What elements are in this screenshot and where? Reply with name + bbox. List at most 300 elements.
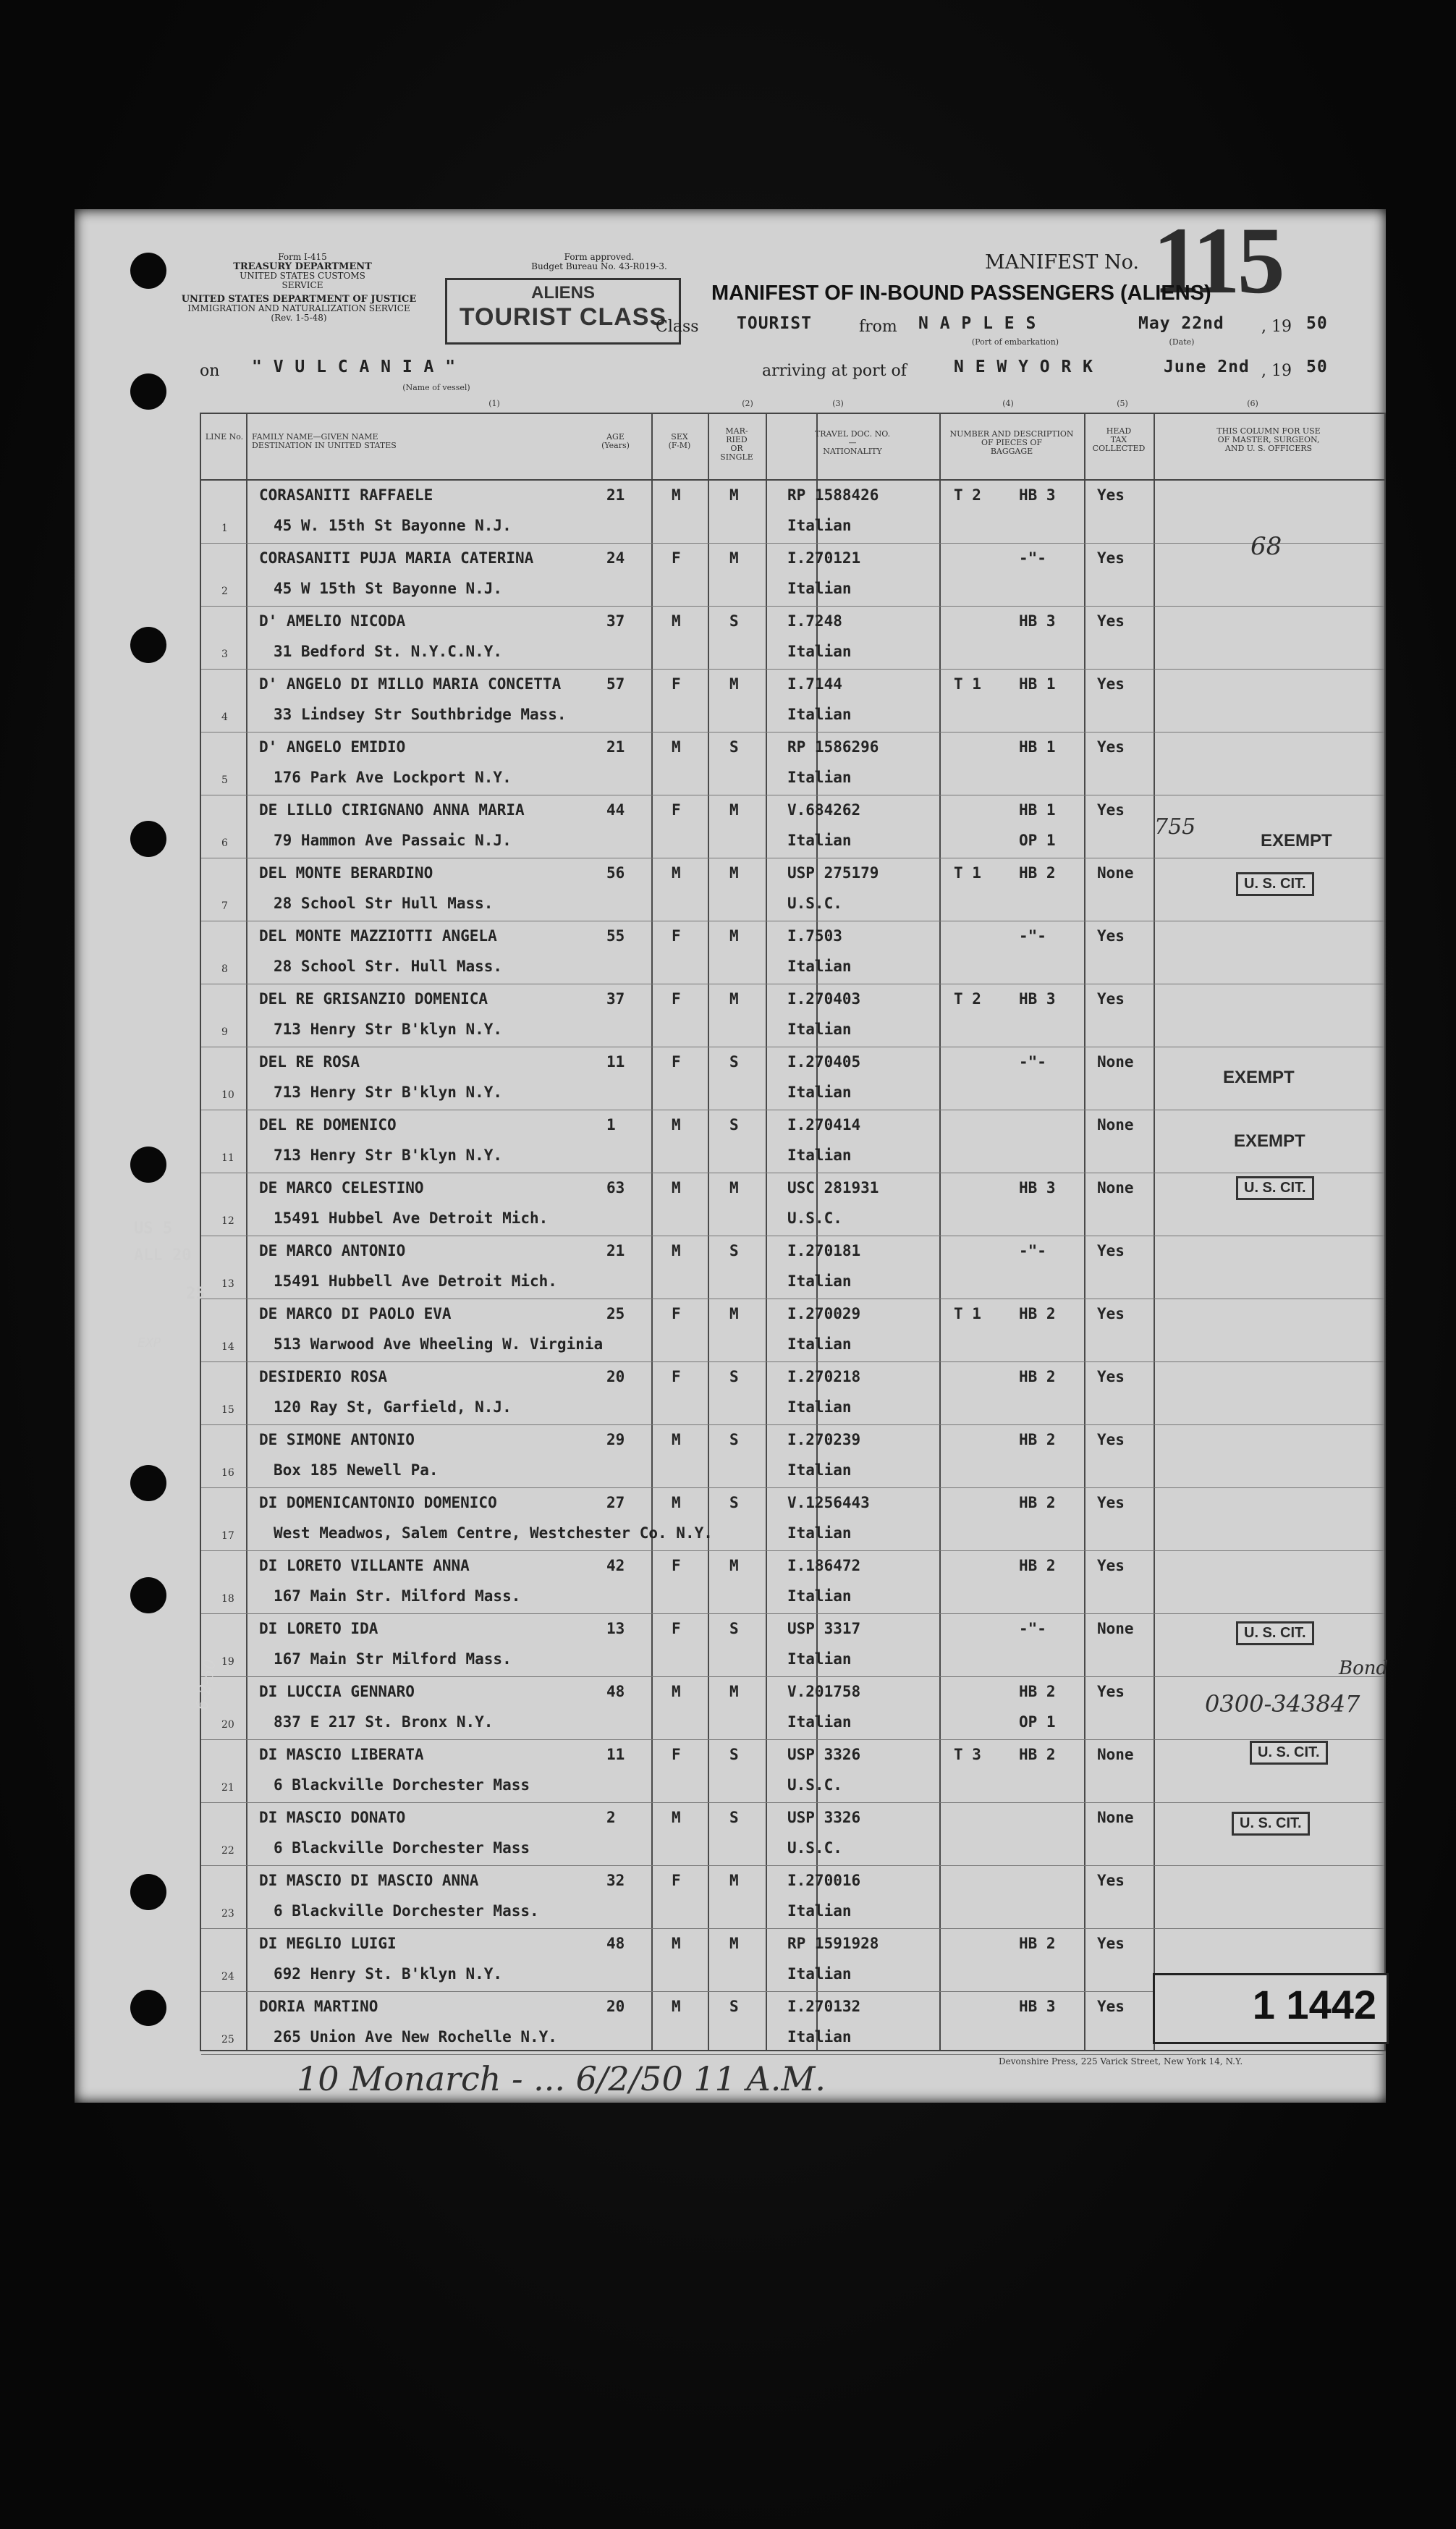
- row-name: DEL RE DOMENICO: [259, 1116, 397, 1133]
- row-line-number: 21: [221, 1782, 234, 1794]
- row-travel-doc: USP 275179: [787, 864, 879, 882]
- row-age: 37: [606, 612, 625, 630]
- col-index: (2): [742, 399, 753, 408]
- row-destination: 265 Union Ave New Rochelle N.Y.: [274, 2028, 557, 2045]
- table-row: [201, 670, 1384, 732]
- row-sex: F: [672, 927, 681, 945]
- row-travel-doc: I.270403: [787, 990, 861, 1008]
- row-sex: F: [672, 801, 681, 819]
- row-age: 63: [606, 1179, 625, 1196]
- exempt-stamp: EXEMPT: [1234, 1131, 1305, 1151]
- row-travel-doc: I.7248: [787, 612, 842, 630]
- vessel-name: " V U L C A N I A ": [252, 358, 457, 376]
- row-destination: 28 School Str. Hull Mass.: [274, 958, 503, 975]
- manifest-title: MANIFEST OF IN-BOUND PASSENGERS (ALIENS): [711, 282, 1211, 305]
- row-line-number: 11: [221, 1152, 234, 1164]
- row-destination: Box 185 Newell Pa.: [274, 1461, 439, 1479]
- row-marital-status: S: [729, 612, 739, 630]
- row-destination: 31 Bedford St. N.Y.C.N.Y.: [274, 643, 503, 660]
- col-head-travel-doc: TRAVEL DOC. NO. — NATIONALITY: [814, 429, 891, 456]
- punch-hole: [130, 1577, 166, 1613]
- row-head-tax: Yes: [1097, 1872, 1125, 1889]
- table-row: [201, 858, 1384, 921]
- row-nationality: Italian: [787, 832, 852, 849]
- col-head-married: MAR- RIED OR SINGLE: [720, 426, 753, 462]
- row-baggage-handbags: HB 2: [1019, 1746, 1056, 1763]
- row-destination: 713 Henry Str B'klyn N.Y.: [274, 1021, 503, 1038]
- arrival-year-prefix: , 19: [1261, 362, 1292, 380]
- row-age: 32: [606, 1872, 625, 1889]
- row-baggage-handbags: -"-: [1019, 1053, 1046, 1071]
- row-age: 48: [606, 1935, 625, 1952]
- row-marital-status: S: [729, 1998, 739, 2015]
- row-sex: F: [672, 990, 681, 1008]
- row-sex: F: [672, 1305, 681, 1322]
- row-destination: 6 Blackville Dorchester Mass: [274, 1776, 530, 1794]
- department-block: UNITED STATES DEPARTMENT OF JUSTICE IMMIGRATION AND NATURALIZATION SERVICE (Rev. 1-5-48): [181, 294, 417, 323]
- row-baggage-handbags: HB 2: [1019, 864, 1056, 882]
- row-baggage-handbags: HB 1: [1019, 738, 1056, 756]
- port-caption: (Port of embarkation): [971, 337, 1059, 347]
- row-head-tax: Yes: [1097, 1683, 1125, 1700]
- left-margin-note: US 5: [134, 1220, 172, 1238]
- row-head-tax: None: [1097, 1053, 1134, 1071]
- row-line-number: 16: [221, 1467, 234, 1479]
- date-caption: (Date): [1169, 337, 1195, 347]
- row-baggage-handbags: HB 3: [1019, 486, 1056, 504]
- row-nationality: Italian: [787, 1650, 852, 1668]
- note-755: 755: [1154, 814, 1196, 840]
- row-head-tax: Yes: [1097, 1998, 1125, 2015]
- row-baggage-trunks: T 1: [954, 864, 981, 882]
- row-head-tax: None: [1097, 1179, 1134, 1196]
- row-travel-doc: I.270239: [787, 1431, 861, 1448]
- row-age: 55: [606, 927, 625, 945]
- row-destination: 176 Park Ave Lockport N.Y.: [274, 769, 512, 786]
- table-row: [201, 1614, 1384, 1677]
- row-marital-status: S: [729, 1368, 739, 1385]
- row-travel-doc: I.270121: [787, 549, 861, 567]
- date-6-2-50: 6-2-50: [192, 1658, 220, 1712]
- row-nationality: Italian: [787, 580, 852, 597]
- punch-hole: [130, 821, 166, 857]
- col-index: (6): [1247, 399, 1258, 408]
- col-index: (4): [1002, 399, 1014, 408]
- table-row: [201, 1425, 1384, 1488]
- row-name: DESIDERIO ROSA: [259, 1368, 388, 1385]
- row-age: 48: [606, 1683, 625, 1700]
- row-head-tax: Yes: [1097, 612, 1125, 630]
- row-nationality: Italian: [787, 1713, 852, 1731]
- class-value: TOURIST: [737, 314, 812, 333]
- row-line-number: 22: [221, 1845, 234, 1857]
- row-head-tax: Yes: [1097, 675, 1125, 693]
- row-nationality: Italian: [787, 1965, 852, 1983]
- on-label: on: [200, 362, 220, 380]
- row-travel-doc: USP 3326: [787, 1746, 861, 1763]
- row-line-number: 8: [221, 963, 228, 975]
- col-index: (3): [832, 399, 844, 408]
- row-nationality: Italian: [787, 1398, 852, 1416]
- row-travel-doc: V.684262: [787, 801, 861, 819]
- bond-label: Bond: [1339, 1658, 1389, 1679]
- row-line-number: 20: [221, 1719, 234, 1731]
- manifest-sheet-box: [1153, 1973, 1389, 2044]
- row-sex: M: [672, 1242, 681, 1259]
- row-travel-doc: V.1256443: [787, 1494, 870, 1511]
- table-row: [201, 795, 1384, 858]
- row-line-number: 24: [221, 1971, 234, 1983]
- row-marital-status: M: [729, 927, 739, 945]
- table-row: [201, 1551, 1384, 1614]
- row-marital-status: M: [729, 1557, 739, 1574]
- exempt-stamp: EXEMPT: [1223, 1068, 1295, 1087]
- row-head-tax: None: [1097, 1116, 1134, 1133]
- row-destination: 167 Main Str Milford Mass.: [274, 1650, 512, 1668]
- row-name: D' AMELIO NICODA: [259, 612, 406, 630]
- row-marital-status: M: [729, 801, 739, 819]
- row-line-number: 1: [221, 523, 228, 534]
- year-prefix: , 19: [1261, 318, 1292, 336]
- row-age: 20: [606, 1998, 625, 2015]
- row-nationality: Italian: [787, 706, 852, 723]
- table-row: [201, 1299, 1384, 1362]
- row-age: 29: [606, 1431, 625, 1448]
- us-cit-stamp: U. S. CIT.: [1236, 1621, 1314, 1645]
- row-line-number: 14: [221, 1341, 234, 1353]
- row-name: DI MEGLIO LUIGI: [259, 1935, 397, 1952]
- vessel-caption: (Name of vessel): [402, 383, 470, 392]
- row-baggage-handbags: HB 2: [1019, 1305, 1056, 1322]
- row-baggage-other: OP 1: [1019, 832, 1056, 849]
- row-age: 13: [606, 1620, 625, 1637]
- row-marital-status: M: [729, 1179, 739, 1196]
- row-destination: 6 Blackville Dorchester Mass: [274, 1839, 530, 1857]
- row-travel-doc: I.270016: [787, 1872, 861, 1889]
- row-baggage-handbags: HB 2: [1019, 1683, 1056, 1700]
- row-line-number: 6: [221, 837, 228, 849]
- table-row: [201, 1047, 1384, 1110]
- table-row: [201, 1173, 1384, 1236]
- row-line-number: 19: [221, 1656, 234, 1668]
- punch-hole: [130, 1147, 166, 1183]
- row-travel-doc: I.7503: [787, 927, 842, 945]
- row-travel-doc: RP 1588426: [787, 486, 879, 504]
- row-baggage-handbags: -"-: [1019, 549, 1046, 567]
- row-travel-doc: RP 1586296: [787, 738, 879, 756]
- row-sex: M: [672, 1179, 681, 1196]
- row-sex: M: [672, 1809, 681, 1826]
- col-head-line-no: LINE No.: [205, 432, 244, 442]
- row-baggage-handbags: HB 2: [1019, 1368, 1056, 1385]
- row-sex: M: [672, 738, 681, 756]
- row-age: 37: [606, 990, 625, 1008]
- row-name: DE LILLO CIRIGNANO ANNA MARIA: [259, 801, 525, 819]
- row-baggage-handbags: HB 1: [1019, 801, 1056, 819]
- row-nationality: Italian: [787, 1272, 852, 1290]
- row-marital-status: S: [729, 1053, 739, 1071]
- row-travel-doc: USP 3326: [787, 1809, 861, 1826]
- row-marital-status: S: [729, 1620, 739, 1637]
- table-row: [201, 921, 1384, 984]
- row-destination: 45 W. 15th St Bayonne N.J.: [274, 517, 512, 534]
- row-baggage-handbags: -"-: [1019, 1242, 1046, 1259]
- row-marital-status: M: [729, 549, 739, 567]
- row-destination: 79 Hammon Ave Passaic N.J.: [274, 832, 512, 849]
- table-row: [201, 1236, 1384, 1299]
- row-age: 56: [606, 864, 625, 882]
- row-name: DI LORETO VILLANTE ANNA: [259, 1557, 470, 1574]
- row-name: DI MASCIO LIBERATA: [259, 1746, 424, 1763]
- punch-hole: [130, 1990, 166, 2026]
- row-sex: F: [672, 1053, 681, 1071]
- row-head-tax: Yes: [1097, 1431, 1125, 1448]
- row-marital-status: S: [729, 1431, 739, 1448]
- row-head-tax: Yes: [1097, 1242, 1125, 1259]
- row-name: DI LORETO IDA: [259, 1620, 378, 1637]
- punch-hole: [130, 1465, 166, 1501]
- row-age: 1: [606, 1116, 616, 1133]
- row-line-number: 12: [221, 1215, 234, 1227]
- port-of-embarkation: N A P L E S: [918, 314, 1037, 333]
- row-travel-doc: I.270414: [787, 1116, 861, 1133]
- row-baggage-other: OP 1: [1019, 1713, 1056, 1731]
- row-marital-status: S: [729, 1746, 739, 1763]
- row-sex: F: [672, 1557, 681, 1574]
- row-marital-status: S: [729, 738, 739, 756]
- row-baggage-trunks: T 1: [954, 1305, 981, 1322]
- row-destination: 33 Lindsey Str Southbridge Mass.: [274, 706, 567, 723]
- table-row: [201, 1488, 1384, 1551]
- row-destination: West Meadwos, Salem Centre, Westchester Co. N.Y.: [274, 1524, 713, 1542]
- row-name: DI MASCIO DONATO: [259, 1809, 406, 1826]
- row-marital-status: M: [729, 990, 739, 1008]
- row-baggage-handbags: HB 3: [1019, 1179, 1056, 1196]
- row-nationality: Italian: [787, 2028, 852, 2045]
- departure-date: May 22nd: [1138, 314, 1224, 333]
- row-marital-status: M: [729, 1305, 739, 1322]
- row-age: 57: [606, 675, 625, 693]
- row-line-number: 15: [221, 1404, 234, 1416]
- row-head-tax: Yes: [1097, 927, 1125, 945]
- note-68: 68: [1250, 532, 1282, 561]
- row-sex: F: [672, 1746, 681, 1763]
- manifest-table: [200, 413, 1389, 2051]
- row-baggage-handbags: HB 3: [1019, 1998, 1056, 2015]
- row-nationality: Italian: [787, 1524, 852, 1542]
- sheet-number: 1 1442: [1252, 1982, 1376, 2027]
- row-sex: M: [672, 1494, 681, 1511]
- bond-number: 0300-343847: [1205, 1690, 1360, 1718]
- row-line-number: 4: [221, 712, 228, 723]
- exempt-stamp: EXEMPT: [1261, 831, 1332, 850]
- row-destination: 837 E 217 St. Bronx N.Y.: [274, 1713, 494, 1731]
- row-name: CORASANITI RAFFAELE: [259, 486, 433, 504]
- row-nationality: Italian: [787, 1587, 852, 1605]
- row-name: DE SIMONE ANTONIO: [259, 1431, 415, 1448]
- row-line-number: 5: [221, 774, 228, 786]
- table-row: [201, 1866, 1384, 1929]
- class-label: Class: [656, 318, 699, 336]
- row-nationality: U.S.C.: [787, 895, 842, 912]
- row-travel-doc: I.270181: [787, 1242, 861, 1259]
- row-sex: F: [672, 549, 681, 567]
- row-head-tax: Yes: [1097, 1935, 1125, 1952]
- col-index: (5): [1117, 399, 1128, 408]
- arrival-port: N E W Y O R K: [954, 358, 1094, 376]
- row-line-number: 25: [221, 2034, 234, 2045]
- table-row: [201, 984, 1384, 1047]
- row-baggage-handbags: HB 2: [1019, 1935, 1056, 1952]
- row-baggage-handbags: -"-: [1019, 927, 1046, 945]
- arriving-label: arriving at port of: [762, 362, 907, 380]
- row-name: DEL MONTE MAZZIOTTI ANGELA: [259, 927, 497, 945]
- row-destination: 15491 Hubbell Ave Detroit Mich.: [274, 1272, 557, 1290]
- row-head-tax: Yes: [1097, 1305, 1125, 1322]
- col-head-head-tax: HEAD TAX COLLECTED: [1092, 426, 1146, 453]
- row-name: DEL MONTE BERARDINO: [259, 864, 433, 882]
- row-name: D' ANGELO DI MILLO MARIA CONCETTA: [259, 675, 562, 693]
- row-age: 21: [606, 738, 625, 756]
- row-destination: 513 Warwood Ave Wheeling W. Virginia: [274, 1335, 604, 1353]
- row-travel-doc: RP 1591928: [787, 1935, 879, 1952]
- row-nationality: Italian: [787, 958, 852, 975]
- printer-line: Devonshire Press, 225 Varick Street, New York 14, N.Y.: [999, 2056, 1243, 2066]
- row-line-number: 7: [221, 900, 228, 912]
- left-margin-note: EXP: [137, 1335, 161, 1351]
- row-marital-status: S: [729, 1116, 739, 1133]
- table-row: [201, 544, 1384, 607]
- col-head-sex: SEX (F-M): [668, 432, 691, 450]
- col-head-baggage: NUMBER AND DESCRIPTION OF PIECES OF BAGGAGE: [949, 429, 1074, 456]
- row-head-tax: Yes: [1097, 549, 1125, 567]
- row-travel-doc: V.201758: [787, 1683, 861, 1700]
- row-baggage-handbags: HB 2: [1019, 1494, 1056, 1511]
- arrival-date: June 2nd: [1164, 358, 1250, 376]
- row-baggage-trunks: T 2: [954, 990, 981, 1008]
- row-name: DE MARCO DI PAOLO EVA: [259, 1305, 452, 1322]
- row-marital-status: M: [729, 675, 739, 693]
- row-age: 20: [606, 1368, 625, 1385]
- row-destination: 28 School Str Hull Mass.: [274, 895, 494, 912]
- punch-hole: [130, 1874, 166, 1910]
- row-nationality: U.S.C.: [787, 1776, 842, 1794]
- row-nationality: U.S.C.: [787, 1209, 842, 1227]
- row-travel-doc: I.7144: [787, 675, 842, 693]
- punch-hole: [130, 373, 166, 410]
- row-baggage-trunks: T 3: [954, 1746, 981, 1763]
- row-travel-doc: I.270405: [787, 1053, 861, 1071]
- row-head-tax: Yes: [1097, 1557, 1125, 1574]
- row-marital-status: M: [729, 486, 739, 504]
- row-marital-status: S: [729, 1242, 739, 1259]
- row-sex: F: [672, 1620, 681, 1637]
- row-marital-status: M: [729, 1872, 739, 1889]
- left-margin-note: 25: [186, 1285, 206, 1303]
- row-head-tax: None: [1097, 864, 1134, 882]
- row-marital-status: M: [729, 864, 739, 882]
- table-row: [201, 1740, 1384, 1803]
- row-nationality: Italian: [787, 1461, 852, 1479]
- row-name: DEL RE GRISANZIO DOMENICA: [259, 990, 488, 1008]
- row-travel-doc: I.270218: [787, 1368, 861, 1385]
- row-destination: 45 W 15th St Bayonne N.J.: [274, 580, 503, 597]
- row-name: DI DOMENICANTONIO DOMENICO: [259, 1494, 497, 1511]
- col-head-name: FAMILY NAME—GIVEN NAME DESTINATION IN UNITED STATES: [252, 432, 397, 450]
- row-sex: M: [672, 612, 681, 630]
- row-age: 21: [606, 1242, 625, 1259]
- row-baggage-trunks: T 1: [954, 675, 981, 693]
- row-baggage-handbags: HB 3: [1019, 990, 1056, 1008]
- row-marital-status: S: [729, 1494, 739, 1511]
- row-head-tax: Yes: [1097, 1368, 1125, 1385]
- table-row: [201, 1110, 1384, 1173]
- row-destination: 167 Main Str. Milford Mass.: [274, 1587, 521, 1605]
- row-age: 27: [606, 1494, 625, 1511]
- row-travel-doc: I.186472: [787, 1557, 861, 1574]
- row-head-tax: Yes: [1097, 738, 1125, 756]
- table-row: [201, 607, 1384, 670]
- row-nationality: U.S.C.: [787, 1839, 842, 1857]
- row-baggage-trunks: T 2: [954, 486, 981, 504]
- row-age: 42: [606, 1557, 625, 1574]
- row-name: DI LUCCIA GENNARO: [259, 1683, 415, 1700]
- row-nationality: Italian: [787, 1335, 852, 1353]
- row-name: DE MARCO ANTONIO: [259, 1242, 406, 1259]
- row-name: D' ANGELO EMIDIO: [259, 738, 406, 756]
- row-nationality: Italian: [787, 769, 852, 786]
- row-sex: M: [672, 864, 681, 882]
- row-nationality: Italian: [787, 1021, 852, 1038]
- arrival-year: 50: [1306, 358, 1328, 376]
- row-travel-doc: I.270029: [787, 1305, 861, 1322]
- row-line-number: 17: [221, 1530, 234, 1542]
- from-label: from: [859, 318, 897, 336]
- row-destination: 713 Henry Str B'klyn N.Y.: [274, 1147, 503, 1164]
- row-destination: 6 Blackville Dorchester Mass.: [274, 1902, 539, 1920]
- row-marital-status: M: [729, 1935, 739, 1952]
- row-age: 2: [606, 1809, 616, 1826]
- us-cit-stamp: U. S. CIT.: [1232, 1812, 1310, 1836]
- row-travel-doc: I.270132: [787, 1998, 861, 2015]
- row-age: 24: [606, 549, 625, 567]
- row-marital-status: M: [729, 1683, 739, 1700]
- row-age: 25: [606, 1305, 625, 1322]
- row-name: DE MARCO CELESTINO: [259, 1179, 424, 1196]
- row-travel-doc: USC 281931: [787, 1179, 879, 1196]
- table-row: [201, 1803, 1384, 1866]
- row-head-tax: Yes: [1097, 1494, 1125, 1511]
- table-row: [201, 732, 1384, 795]
- row-nationality: Italian: [787, 517, 852, 534]
- row-line-number: 10: [221, 1089, 234, 1101]
- row-line-number: 18: [221, 1593, 234, 1605]
- row-head-tax: Yes: [1097, 801, 1125, 819]
- row-nationality: Italian: [787, 643, 852, 660]
- row-sex: F: [672, 675, 681, 693]
- col-index: (1): [488, 399, 500, 408]
- row-line-number: 9: [221, 1026, 228, 1038]
- row-sex: M: [672, 1935, 681, 1952]
- row-sex: M: [672, 1431, 681, 1448]
- row-marital-status: S: [729, 1809, 739, 1826]
- row-baggage-handbags: HB 3: [1019, 612, 1056, 630]
- row-line-number: 13: [221, 1278, 234, 1290]
- row-name: CORASANITI PUJA MARIA CATERINA: [259, 549, 534, 567]
- table-row: [201, 481, 1384, 544]
- left-margin-note: ALL 20: [134, 1246, 192, 1264]
- row-age: 11: [606, 1746, 625, 1763]
